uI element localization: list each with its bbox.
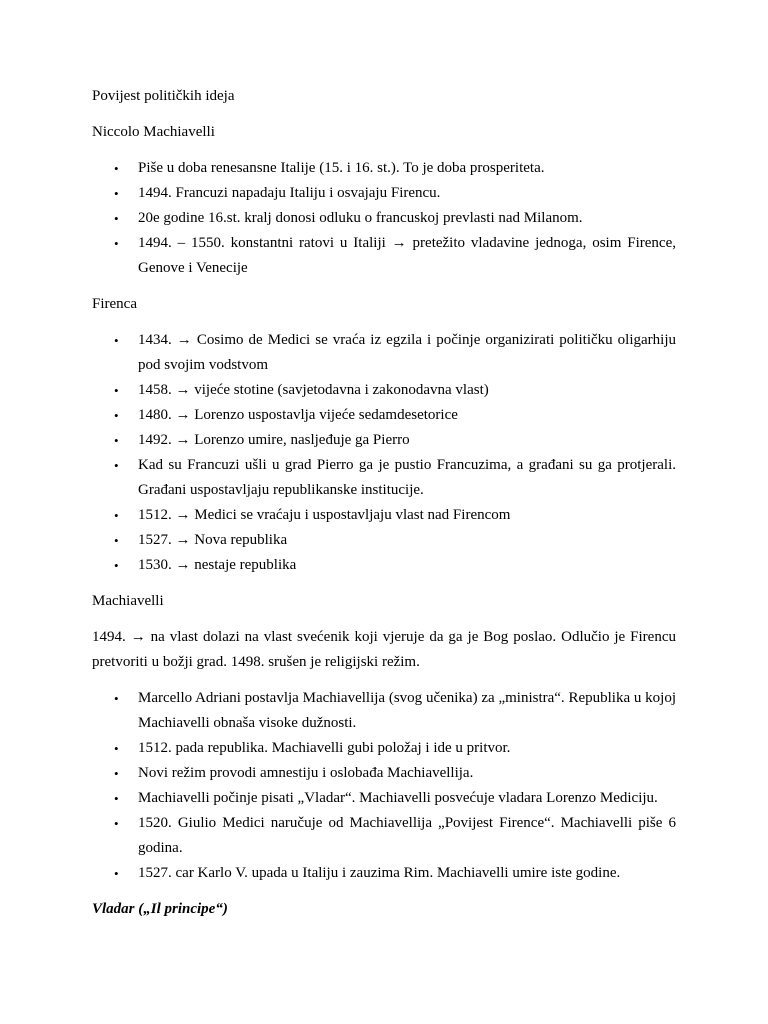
document-page: [92, 84, 676, 933]
list-item: • 1480. → Lorenzo uspostavlja vijeće sedamdesetorice: [92, 403, 676, 428]
list-item: • 1527. car Karlo V. upada u Italiju i zauzima Rim. Machiavelli umire iste godine.: [92, 861, 676, 886]
list-item: • 1458. → vijeće stotine (savjetodavna i zakonodavna vlast): [92, 378, 676, 403]
bullet-icon: •: [114, 558, 119, 573]
list-item: • 1520. Giulio Medici naručuje od Machiavellija „Povijest Firence“. Machiavelli piše 6 godina.: [92, 811, 676, 861]
bullet-icon: •: [114, 766, 119, 781]
list-item: • Machiavelli počinje pisati „Vladar“. Machiavelli posvećuje vladara Lorenzo Mediciju.: [92, 786, 676, 811]
list-item: • Novi režim provodi amnestiju i oslobađa Machiavellija.: [92, 761, 676, 786]
machiavelli-paragraph: 1494. → na vlast dolazi na vlast svećenik koji vjeruje da ga je Bog poslao. Odlučio je Firencu pretvoriti u božji grad. 1498. srušen je religijski režim.: [92, 629, 676, 670]
bullet-icon: •: [114, 508, 119, 523]
list-item: • Marcello Adriani postavlja Machiavellija (svog učenika) za „ministra“. Republika u kojoj Machiavelli obnaša visoke dužnosti.: [92, 686, 676, 736]
author-heading: Niccolo Machiavelli: [92, 124, 215, 140]
bullet-icon: •: [114, 186, 119, 201]
bullet-icon: •: [114, 433, 119, 448]
bullet-icon: •: [114, 791, 119, 806]
list-item: • 1494. Francuzi napadaju Italiju i osvajaju Firencu.: [92, 181, 676, 206]
bullet-icon: •: [114, 533, 119, 548]
bullet-icon: •: [114, 236, 119, 251]
list-item: • Piše u doba renesansne Italije (15. i 16. st.). To je doba prosperiteta.: [92, 156, 676, 181]
bullet-icon: •: [114, 161, 119, 176]
bullet-icon: •: [114, 816, 119, 831]
document-title: Povijest političkih ideja: [92, 88, 235, 104]
bullet-icon: •: [114, 408, 119, 423]
machiavelli-list: [92, 686, 676, 886]
firenca-list: [92, 328, 676, 578]
list-item: • 1434. → Cosimo de Medici se vraća iz egzila i počinje organizirati političku oligarhiju pod svojim vodstvom: [92, 328, 676, 378]
list-item: • 1512. → Medici se vraćaju i uspostavljaju vlast nad Firencom: [92, 503, 676, 528]
section-heading-machiavelli: Machiavelli: [92, 593, 164, 609]
bullet-icon: •: [114, 458, 119, 473]
section-heading-firenca: Firenca: [92, 296, 137, 312]
section-heading-vladar: Vladar („Il principe“): [92, 901, 228, 917]
list-item: • Kad su Francuzi ušli u grad Pierro ga je pustio Francuzima, a građani su ga protjerali. Građani uspostavljaju republikanske institucije.: [92, 453, 676, 503]
bullet-icon: •: [114, 866, 119, 881]
list-item: • 1530. → nestaje republika: [92, 553, 676, 578]
bullet-icon: •: [114, 383, 119, 398]
list-item: • 1512. pada republika. Machiavelli gubi položaj i ide u pritvor.: [92, 736, 676, 761]
bullet-icon: •: [114, 333, 119, 348]
list-item: • 1492. → Lorenzo umire, nasljeđuje ga Pierro: [92, 428, 676, 453]
bullet-icon: •: [114, 211, 119, 226]
context-list: [92, 156, 676, 281]
bullet-icon: •: [114, 691, 119, 706]
list-item: • 1527. → Nova republika: [92, 528, 676, 553]
bullet-icon: •: [114, 741, 119, 756]
list-item: • 20e godine 16.st. kralj donosi odluku o francuskoj prevlasti nad Milanom.: [92, 206, 676, 231]
list-item: • 1494. – 1550. konstantni ratovi u Italiji → pretežito vladavine jednoga, osim Firence, Genove i Venecije: [92, 231, 676, 281]
